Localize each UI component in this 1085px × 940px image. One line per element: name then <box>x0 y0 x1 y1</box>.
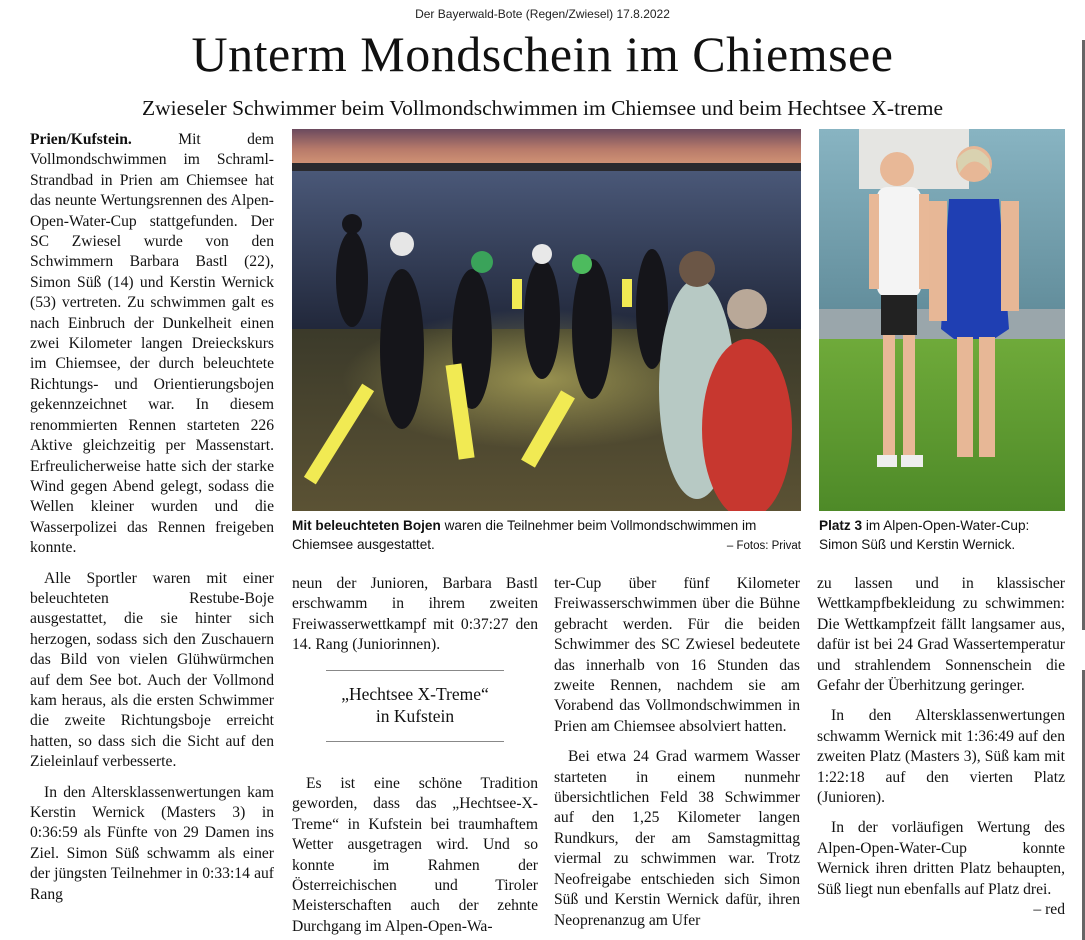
photo-caption <box>819 516 1069 554</box>
section-heading-line: „Hechtsee X-Treme“ <box>341 684 489 704</box>
dateline: Prien/Kufstein. <box>30 131 132 148</box>
caption-text: im Alpen-Open-Water-Cup: Simon Süß und Kerstin Wernick. <box>819 518 1030 552</box>
paragraph: ter-Cup über fünf Kilometer Freiwasserschwimmen über die Bühne gebracht werden. Für die beiden Schwimmer des SC Zwiesel bedeutete das innerhalb von 16 Stunden das zweite Rennen, nachdem sie am Vorabend das Vollmondschwimmen in Prien am Chiemsee absolviert hatten. <box>554 575 800 735</box>
photo-credit: – Fotos: Privat <box>726 540 801 552</box>
subheadline: Zwieseler Schwimmer beim Vollmondschwimmen im Chiemsee und beim Hechtsee X-treme <box>141 96 944 120</box>
podium-photo <box>819 129 1065 511</box>
article-column-2-continued <box>292 774 538 937</box>
article-column-2 <box>292 574 538 656</box>
section-heading-line: in Kufstein <box>375 706 455 726</box>
caption-lead: Platz 3 <box>819 518 863 533</box>
photo-caption <box>292 516 801 556</box>
paragraph: zu lassen und in klassischer Wettkampfbekleidung zu schwimmen: Die Wettkampfzeit fällt langsamer aus, dafür ist bei 24 Grad Wassertemperatur und strahlendem Sonnenschein die Gefahr der Überhitzung geringer. <box>817 575 1065 695</box>
source-line: Der Bayerwald-Bote (Regen/Zwiesel) 17.8.2022 <box>415 7 670 21</box>
paragraph <box>817 818 1065 919</box>
paragraph: Alle Sportler waren mit einer beleuchteten Restube-Boje ausgestattet, die sie hinter sich herzogen, sodass sich den Zuschauern das Bild von vielen Glühwürmchen auf dem See bot. Auch der Vollmond kam heraus, als die ersten Schwimmer die zweite Richtungsboje erreicht hatten, so dass sich die Sicht auf den Zieleinlauf verbesserte. <box>30 569 274 771</box>
section-heading <box>326 670 504 742</box>
paragraph: In den Altersklassenwertungen schwamm Wernick mit 1:36:49 auf den zweiten Platz (Masters 3), Süß kam mit 1:22:18 auf den vierten Platz (Junioren). <box>817 707 1065 807</box>
headline: Unterm Mondschein im Chiemsee <box>191 26 894 82</box>
author-signature: – red <box>1033 901 1065 919</box>
article-column-4 <box>817 574 1065 921</box>
paragraph: neun der Junioren, Barbara Bastl erschwamm in ihrem zweiten Freiwasserwettkampf mit 0:37:27 den 14. Rang (Juniorinnen). <box>292 575 538 654</box>
paragraph-text: Mit dem Vollmondschwimmen im Schraml-Strandbad in Prien am Chiemsee hat das neunte Wertungsrennen des Alpen-Open-Water-Cup stattgefunden. Der SC Zwiesel wurde von den Schwimmern Barbara Bastl (22), Simon Süß (14) und Kerstin Wernick (53) vertreten. Zu schwimmen galt es nach Einbruch der Dunkelheit einen zwei Kilometer langen Dreieckskurs im Chiemsee, der durch beleuchtete Richtungs- und Orientierungsbojen gekennzeichnet war. In diesem renommierten Rennen starteten 226 Aktive gleichzeitig per Massenstart. Erfreulicherweise hatte sich der starke Wind gegen Abend gelegt, sodass die Wellen kleiner wurden und die Wasserpolizei das Rennen freigeben konnte. <box>30 131 274 557</box>
caption-text: waren die Teilnehmer beim Vollmondschwimmen im Chiemsee ausgestattet. <box>292 518 757 552</box>
paragraph: Es ist eine schöne Tradition geworden, dass das „Hechtsee-X-Treme“ in Kufstein bei traumhaftem Wetter ausgetragen wird. Und so konnte im Rahmen der Österreichischen und Tiroler Meisterschaften auch der zehnte Durchgang im Alpen-Open-Wa- <box>292 775 538 935</box>
paragraph: In den Altersklassenwertungen kam Kerstin Wernick (Masters 3) in 0:36:59 als Fünfte von 29 Damen ins Ziel. Simon Süß schwamm als einer der jüngsten Teilnehmer in 0:33:14 auf Rang <box>30 783 274 903</box>
caption-lead: Mit beleuchteten Bojen <box>292 518 441 533</box>
article-column-1 <box>30 130 274 905</box>
swimmers-night-photo <box>292 129 801 511</box>
paragraph <box>30 130 274 559</box>
paragraph-text: In der vorläufigen Wertung des Alpen-Open-Water-Cup konnte Wernick ihren dritten Platz behaupten, Süß liegt nun ebenfalls auf Platz drei. <box>817 819 1065 898</box>
paragraph: Bei etwa 24 Grad warmem Wasser starteten in einem nunmehr übersichtlichen Feld 38 Schwimmer auf den 1,25 Kilometer langen Rundkurs, der am Samstagmittag viermal zu schwimmen war. Trotz Neofreigabe entschieden sich Simon Süß und Kerstin Wernick dafür, ihren Neoprenanzug am Ufer <box>554 748 800 929</box>
article-column-3 <box>554 574 800 931</box>
